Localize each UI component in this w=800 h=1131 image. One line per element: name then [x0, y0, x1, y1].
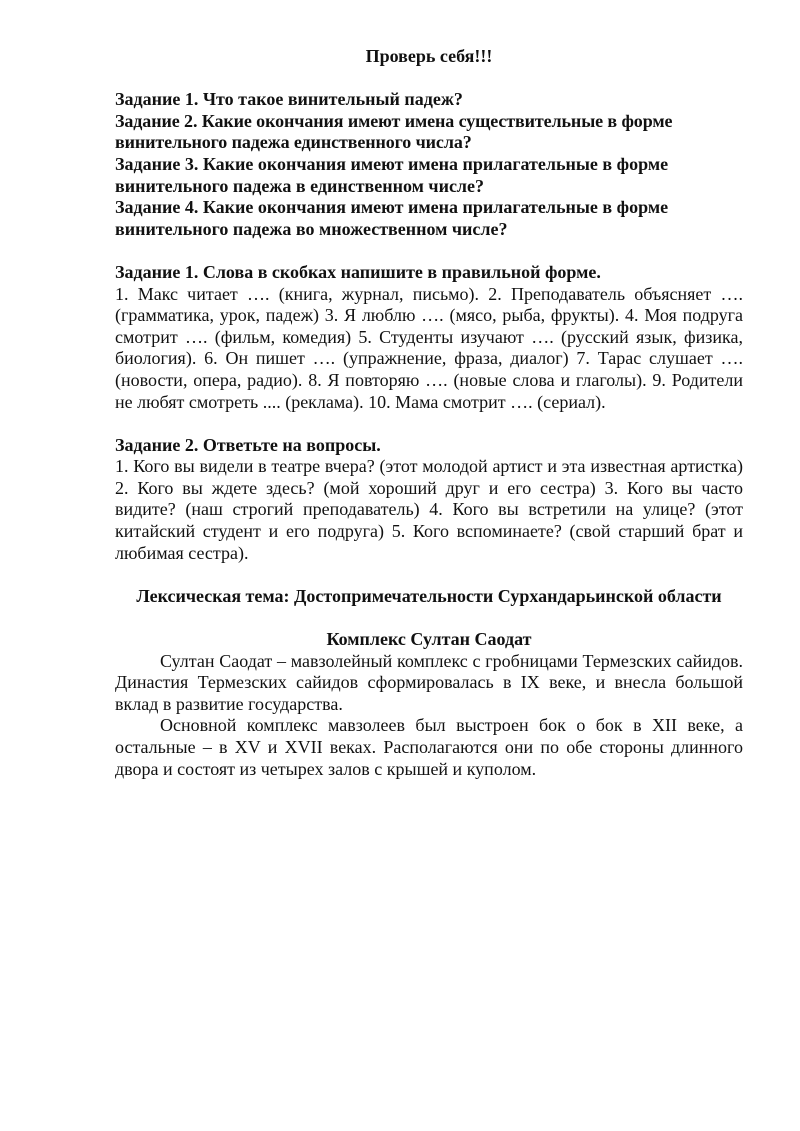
- question-2: Задание 2. Какие окончания имеют имена существительные в форме винительного падежа единственного числа?: [115, 110, 673, 153]
- task2-text: 1. Кого вы видели в театре вчера? (этот молодой артист и эта известная артистка) 2. Кого вы ждете здесь? (мой хороший друг и его сестра) 3. Кого вы часто видите? (наш строгий преподаватель) 4. Кого вы встретили на улице? (этот китайский студент и его подруга) 5. Кого вспоминаете? (свой старший брат и любимая сестра).: [115, 456, 743, 563]
- lexical-topic-heading: Лексическая тема: Достопримечательности Сурхандарьинской области: [136, 585, 722, 606]
- question-3: Задание 3. Какие окончания имеют имена прилагательные в форме винительного падежа в единственном числе?: [115, 153, 669, 196]
- question-4: Задание 4. Какие окончания имеют имена прилагательные в форме винительного падежа во множественном числе?: [115, 197, 669, 239]
- document-page: [115, 46, 743, 780]
- paragraph-2: Основной комплекс мавзолеев был выстроен бок о бок в XII веке, а остальные – в XV и XVII веках. Располагаются они по обе стороны длинного двора и состоят из четырех залов с крышей и куполом.: [115, 715, 743, 779]
- spacer: [115, 607, 743, 629]
- task1-heading: Задание 1. Слова в скобках напишите в правильной форме.: [115, 261, 601, 282]
- spacer: [115, 413, 743, 435]
- spacer: [115, 240, 743, 262]
- task1-text: 1. Макс читает …. (книга, журнал, письмо). 2. Преподаватель объясняет …. (грамматика, урок, падеж) 3. Я люблю …. (мясо, рыба, фрукты). 4. Моя подруга смотрит …. (фильм, комедия) 5. Студенты изучают …. (русский язык, физика, биология). 6. Он пишет …. (упражнение, фраза, диалог) 7. Тарас слушает …. (новости, опера, радио). 8. Я повторяю …. (новые слова и глаголы). 9. Родители не любят смотреть .... (реклама). 10. Мама смотрит …. (сериал).: [115, 283, 743, 412]
- task2-section: [115, 435, 743, 565]
- questions-list: [115, 89, 743, 240]
- section-title: Комплекс Султан Саодат: [326, 629, 532, 650]
- paragraph-1: Султан Саодат – мавзолейный комплекс с гробницами Термезских сайидов. Династия Термезских сайидов сформировалась в IX веке, и внесла большой вклад в развитие государства.: [115, 650, 743, 714]
- question-1: Задание 1. Что такое винительный падеж?: [115, 89, 463, 110]
- page-title: Проверь себя!!!: [365, 46, 493, 66]
- spacer: [115, 564, 743, 586]
- task2-heading: Задание 2. Ответьте на вопросы.: [115, 434, 381, 455]
- task1-section: [115, 262, 743, 413]
